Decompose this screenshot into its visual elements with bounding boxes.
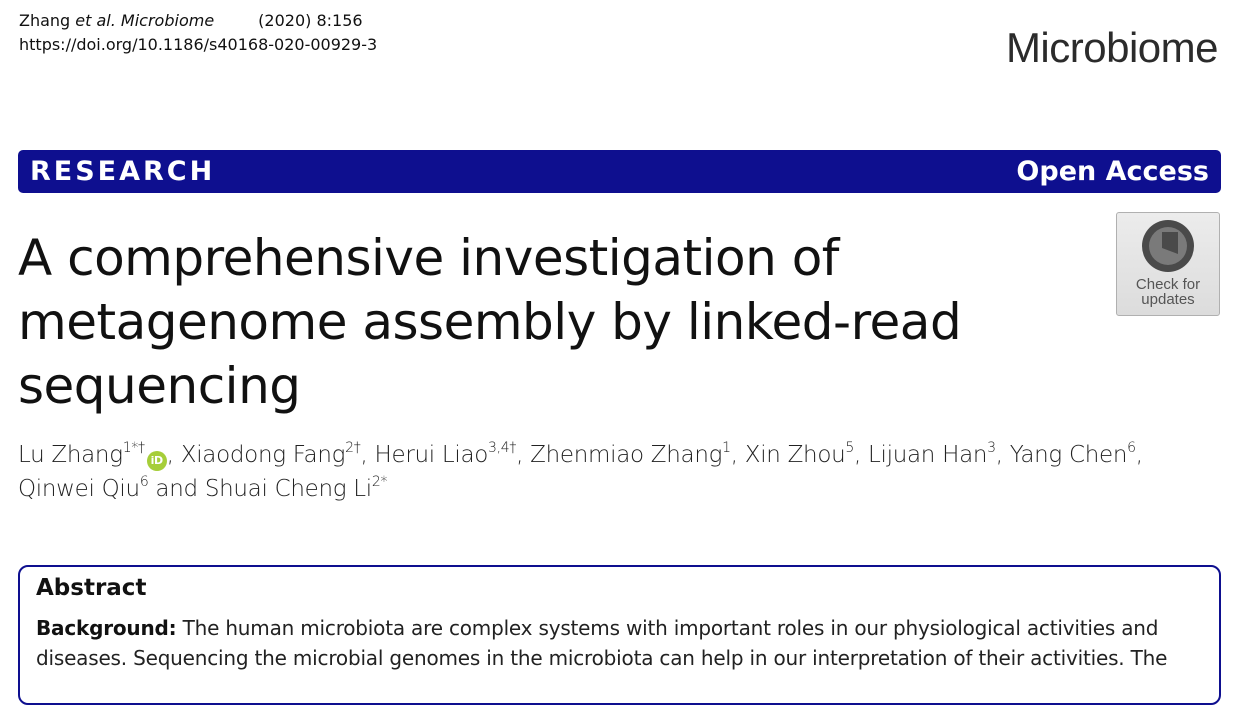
author-name[interactable]: Shuai Cheng Li xyxy=(204,476,372,502)
citation-author: Zhang xyxy=(19,11,76,30)
author-separator: , xyxy=(360,442,375,468)
citation-line xyxy=(19,9,377,33)
author-separator: , xyxy=(1135,442,1143,468)
abstract-background xyxy=(36,613,1203,673)
check-for-updates-label: Check for updates xyxy=(1135,276,1201,308)
author-separator: , xyxy=(995,442,1010,468)
article-title: A comprehensive investigation of metagenome assembly by linked-read sequencing xyxy=(18,229,962,415)
journal-logo: Microbiome xyxy=(1005,24,1218,71)
author-affiliation: 6 xyxy=(139,474,149,490)
citation-year-volume: (2020) 8:156 xyxy=(258,11,363,30)
author-affiliation: 1 xyxy=(722,440,731,456)
check-for-updates-icon xyxy=(1140,218,1196,274)
author-separator: , xyxy=(166,442,181,468)
author-affiliation: 3,4† xyxy=(488,440,517,456)
author-name[interactable]: Lijuan Han xyxy=(868,442,988,468)
author-separator: , xyxy=(730,442,745,468)
section-label: RESEARCH xyxy=(30,156,216,187)
abstract-heading: Abstract xyxy=(36,575,147,601)
author-affiliation: 2† xyxy=(345,440,361,456)
author-affiliation: 2* xyxy=(371,474,388,490)
author-name[interactable]: Qinwei Qiu xyxy=(18,476,140,502)
author-name[interactable]: Zhenmiao Zhang xyxy=(530,442,723,468)
doi-link[interactable]: https://doi.org/10.1186/s40168-020-00929-3 xyxy=(19,35,378,54)
citation-journal: et al. Microbiome xyxy=(75,11,215,30)
open-access-label: Open Access xyxy=(1016,156,1209,187)
author-name[interactable]: Yang Chen xyxy=(1009,442,1128,468)
article-type-banner xyxy=(18,150,1221,193)
author-name[interactable]: Xin Zhou xyxy=(744,442,846,468)
orcid-icon[interactable]: iD xyxy=(147,451,167,471)
author-separator: , xyxy=(853,442,869,468)
author-name[interactable]: Xiaodong Fang xyxy=(180,442,346,468)
author-affiliation: 3 xyxy=(987,440,996,456)
author-separator: , xyxy=(516,442,531,468)
author-list xyxy=(18,438,1168,506)
abstract-box xyxy=(18,565,1221,705)
background-text: The human microbiota are complex systems with important roles in our physiological activities and diseases. Sequencing the microbial genomes in the microbiota can help in our interpretation of their activities. The xyxy=(36,616,1168,670)
author-name[interactable]: Herui Liao xyxy=(374,442,489,468)
citation-block xyxy=(19,9,377,57)
check-for-updates-button[interactable] xyxy=(1116,212,1220,316)
author-affiliation: 1*† xyxy=(122,440,145,456)
author-name[interactable]: Lu Zhang xyxy=(18,442,123,468)
author-affiliation: 6 xyxy=(1127,440,1136,456)
author-affiliation: 5 xyxy=(845,440,854,456)
background-label: Background: xyxy=(36,616,177,640)
author-separator: and xyxy=(148,476,205,502)
